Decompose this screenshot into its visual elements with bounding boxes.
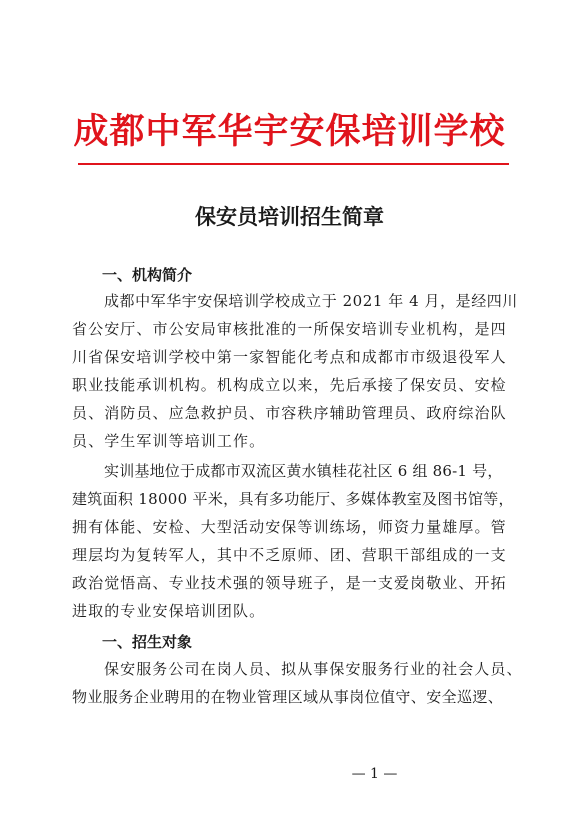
paragraph-line: 进取的专业安保培训团队。	[72, 602, 266, 620]
paragraph-line: 实训基地位于成都市双流区黄水镇桂花社区 6 组 86-1 号，	[104, 462, 503, 480]
paragraph-line: 建筑面积 18000 平米，具有多功能厅、多媒体教室及图书馆等，	[72, 490, 514, 508]
paragraph-line: 保安服务公司在岗人员、拟从事保安服务行业的社会人员、	[104, 660, 523, 678]
page-number: — 1 —	[351, 766, 398, 782]
section-heading-enrollment: 一、招生对象	[102, 633, 193, 651]
red-divider-line	[78, 163, 509, 165]
paragraph-line: 员、消防员、应急救护员、市容秩序辅助管理员、政府综治队	[72, 404, 507, 422]
paragraph-line: 理层均为复转军人，其中不乏原师、团、营职干部组成的一支	[72, 546, 507, 564]
paragraph-line: 成都中军华宇安保培训学校成立于 2021 年 4 月，是经四川	[104, 292, 518, 310]
paragraph-line: 政治觉悟高、专业技术强的领导班子，是一支爱岗敬业、开拓	[72, 574, 507, 592]
paragraph-line: 员、学生军训等培训工作。	[72, 432, 266, 450]
paragraph-line: 拥有体能、安检、大型活动安保等训练场，师资力量雄厚。管	[72, 518, 507, 536]
paragraph-line: 川省保安培训学校中第一家智能化考点和成都市市级退役军人	[72, 348, 507, 366]
school-name-header: 成都中军华宇安保培训学校	[73, 111, 506, 152]
section-heading-institution: 一、机构简介	[102, 266, 193, 284]
paragraph-line: 物业服务企业聘用的在物业管理区域从事岗位值守、安全巡逻、	[72, 688, 504, 706]
paragraph-line: 省公安厅、市公安局审核批准的一所保安培训专业机构，是四	[72, 320, 507, 338]
document-title: 保安员培训招生简章	[195, 204, 384, 229]
paragraph-line: 职业技能承训机构。机构成立以来，先后承接了保安员、安检	[72, 376, 507, 394]
